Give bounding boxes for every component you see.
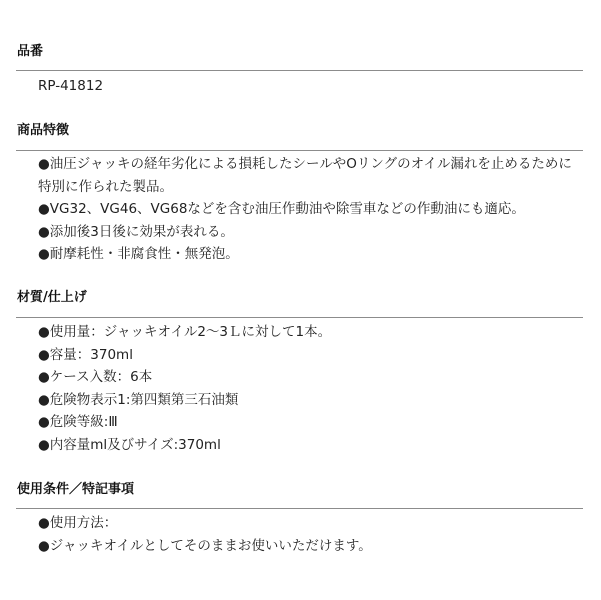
list-item: ●VG32、VG46、VG68などを含む油圧作動油や除雪車などの作動油にも適応。 [38, 201, 525, 217]
material-finish-list [38, 321, 578, 456]
list-item: ●添加後3日後に効果が表れる。 [38, 223, 234, 240]
section-heading-part-number: 品番 [17, 44, 44, 59]
section-heading-product-features: 商品特徴 [17, 123, 70, 138]
section-divider [16, 150, 583, 151]
list-item: ●耐摩耗性・非腐食性・無発泡。 [38, 246, 239, 262]
list-item: ●危険等級:Ⅲ [38, 414, 118, 430]
list-item: ●ジャッキオイルとしてそのままお使いいただけます。 [38, 537, 372, 554]
usage-notes-list [38, 512, 578, 557]
section-divider [16, 70, 583, 71]
part-number-value: RP-41812 [38, 78, 104, 94]
section-usage-notes [16, 482, 583, 572]
list-item: ●容量：370ml [38, 346, 133, 363]
list-item: ●油圧ジャッキの経年劣化による損耗したシールやOリングのオイル漏れを止めるために特別に作られた製品。 [38, 156, 572, 195]
list-item: ●使用量：ジャッキオイル2～3Ｌに対して1本。 [38, 324, 332, 340]
list-item: ●内容量ml及びサイズ:370ml [38, 436, 221, 453]
list-item: ●危険物表示1:第四類第三石油類 [38, 391, 239, 408]
section-product-features [16, 123, 583, 273]
section-material-finish [16, 290, 583, 465]
section-divider [16, 508, 583, 509]
list-item: ●使用方法： [38, 515, 118, 531]
section-divider [16, 317, 583, 318]
section-heading-material-finish: 材質/仕上げ [17, 290, 87, 305]
section-heading-usage-notes: 使用条件／特記事項 [17, 482, 135, 497]
list-item: ●ケース入数：6本 [38, 369, 153, 385]
product-features-list [38, 153, 578, 266]
section-part-number [16, 44, 583, 104]
